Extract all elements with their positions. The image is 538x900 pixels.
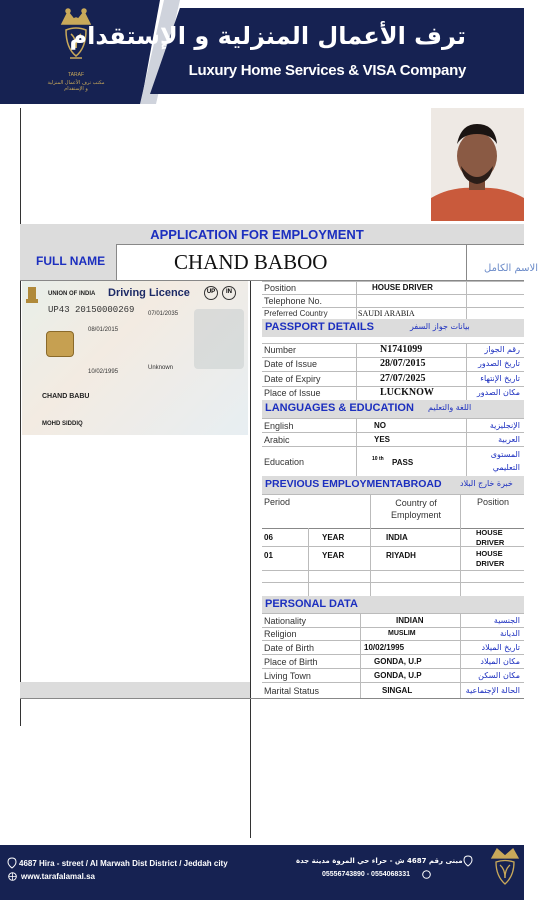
marital-status-arabic: الحالة الإجتماعية (465, 686, 520, 695)
pd-rule-1 (262, 627, 524, 628)
form-title: APPLICATION FOR EMPLOYMENT (150, 227, 364, 242)
telephone-label: Telephone No. (264, 296, 323, 306)
place-of-birth-arabic: مكان الميلاد (480, 657, 520, 666)
pp-col-divider (356, 343, 357, 400)
licence-issue-date: 08/01/2015 (88, 327, 119, 333)
job-rule-0 (262, 281, 524, 282)
job-col-divider (356, 281, 357, 319)
prev-rule-4 (262, 582, 524, 583)
position-label: Position (264, 283, 297, 293)
footer-address-en: 4687 Hira - street / Al Marwah Dist District / Jeddah city (19, 859, 228, 868)
living-town-label: Living Town (264, 671, 311, 681)
issue-date-label: Date of Issue (264, 359, 318, 369)
passport-number-arabic: رقم الجواز (484, 345, 520, 354)
full-name-ar-divider (466, 244, 467, 280)
prev-position-divider (460, 494, 461, 596)
licence-dob: 10/02/1995 (88, 369, 119, 375)
up-badge-icon: UP (204, 286, 218, 300)
languages-section-header (262, 400, 524, 418)
full-name-value: CHAND BABOO (174, 250, 328, 274)
religion-label: Religion (264, 629, 297, 639)
licence-title: Driving Licence (108, 287, 190, 299)
pd-col-divider (360, 613, 361, 698)
previous-employment-arabic: خبرة خارج البلاد (460, 479, 513, 488)
licence-blood-group: Unknown (148, 365, 174, 371)
chip-icon (46, 331, 74, 357)
prev-row1-period: 06 (264, 533, 273, 542)
english-arabic: الإنجليزية (489, 421, 520, 430)
nationality-arabic: الجنسية (493, 616, 520, 625)
licence-holder-name: CHAND BABU (42, 393, 90, 400)
pd-rule-3 (262, 654, 524, 655)
emblem-icon (24, 285, 40, 305)
globe-icon (8, 872, 17, 881)
logo-text: TARAF (67, 72, 85, 78)
licence-number: UP43 20150000269 (48, 305, 135, 315)
prev-rule-3 (262, 570, 524, 571)
full-name-arabic-label: الاسم الكامل (484, 263, 538, 274)
prev-row1-position: HOUSE DRIVER (476, 528, 505, 547)
education-arabic-2: التعليمي (492, 463, 520, 472)
place-of-issue-value: LUCKNOW (380, 387, 434, 398)
education-value: PASS (392, 458, 414, 467)
pd-rule-2 (262, 640, 524, 641)
nationality-label: Nationality (264, 616, 307, 626)
living-town-value: GONDA, U.P (374, 671, 422, 680)
form-bottom-rule (20, 698, 524, 699)
nationality-value: INDIAN (396, 616, 424, 625)
prev-header-country: Country of Employment (390, 498, 442, 520)
header-title-panel (150, 8, 524, 94)
arabic-value: YES (374, 435, 391, 444)
licence-father-name: MOHD SIDDIQ (42, 421, 83, 427)
job-rule-1 (262, 294, 524, 295)
religion-arabic: الديانة (499, 629, 520, 638)
place-of-issue-arabic: مكان الصدور (476, 388, 520, 397)
arabic-arabic: العربية (498, 435, 520, 444)
passport-section-arabic: بيانات جواز السفر (410, 322, 470, 331)
person-photo-icon (431, 108, 524, 221)
living-town-arabic: مكان السكن (478, 671, 520, 680)
lang-col-divider (356, 418, 357, 476)
prev-country-divider (370, 494, 371, 596)
prev-header-position: Position (476, 497, 510, 507)
applicant-photo (431, 108, 524, 221)
logo-arabic-text: مكتب ترف الأعمال المنزلية و الإستقدام (47, 80, 105, 92)
prev-row2-unit: YEAR (322, 551, 345, 560)
footer-website[interactable]: www.tarafalamal.sa (21, 872, 95, 881)
licence-country: UNION OF INDIA (48, 291, 96, 297)
place-of-issue-label: Place of Issue (264, 388, 321, 398)
lang-ar-divider (466, 418, 467, 476)
english-company-title: Luxury Home Services & VISA Company (188, 62, 466, 79)
marital-status-value: SINGAL (382, 686, 413, 695)
english-value: NO (374, 421, 386, 430)
prev-row1-country: INDIA (386, 533, 408, 542)
whatsapp-icon (422, 870, 431, 879)
lang-rule-1 (262, 432, 524, 433)
pd-rule-0 (262, 613, 524, 614)
passport-section-header (262, 319, 524, 337)
footer-phones: 05556743890 - 0554068331 (322, 871, 410, 878)
full-name-divider (116, 244, 117, 280)
education-label: Education (264, 457, 305, 467)
footer-crown-logo-icon (488, 846, 522, 896)
place-of-birth-label: Place of Birth (264, 657, 318, 667)
marital-status-label: Marital Status (264, 686, 320, 696)
previous-employment-title: PREVIOUS EMPLOYMENTABROAD (265, 478, 442, 490)
dob-label: Date of Birth (264, 643, 315, 653)
personal-data-title: PERSONAL DATA (265, 598, 358, 610)
passport-number-label: Number (264, 345, 297, 355)
prev-period-divider (308, 528, 309, 596)
footer-address-ar: مبنى رقم 4687 ش - حراء حي المروة مدينة جدة (296, 857, 463, 865)
prev-row2-period: 01 (264, 551, 273, 560)
passport-number-value: N1741099 (380, 344, 423, 355)
dob-value: 10/02/1995 (364, 643, 405, 652)
passport-section-title: PASSPORT DETAILS (265, 321, 374, 333)
prev-rule-0 (262, 494, 524, 495)
languages-section-title: LANGUAGES & EDUCATION (265, 402, 414, 414)
religion-value: MUSLIM (388, 630, 416, 637)
preferred-country-label: Preferred Country (264, 309, 328, 318)
pd-ar-divider (460, 613, 461, 698)
arabic-label: Arabic (264, 435, 290, 445)
previous-employment-header (262, 476, 524, 494)
form-center-divider (250, 280, 251, 838)
in-badge-icon: IN (222, 286, 236, 300)
expiry-date-value: 27/07/2025 (380, 373, 426, 384)
full-name-label: FULL NAME (36, 254, 106, 268)
lang-rule-0 (262, 418, 524, 419)
position-value: HOUSE DRIVER (372, 283, 433, 292)
licence-valid-date: 07/01/2035 (148, 311, 179, 317)
full-name-top-rule (116, 244, 524, 245)
job-rule-2 (262, 307, 524, 308)
education-sup: 10 th (372, 456, 384, 462)
issue-date-arabic: تاريخ الصدور (478, 359, 520, 368)
issue-date-value: 28/07/2015 (380, 358, 426, 369)
languages-section-arabic: اللغة والتعليم (428, 403, 472, 412)
pd-rule-5 (262, 682, 524, 683)
driving-licence-card (22, 281, 248, 435)
education-arabic-1: المستوى (490, 450, 520, 459)
form-left-border (20, 108, 21, 726)
left-gray-strip (20, 682, 250, 698)
place-of-birth-value: GONDA, U.P (374, 657, 422, 666)
prev-row2-position: HOUSE DRIVER (476, 549, 505, 568)
pp-ar-divider (466, 343, 467, 400)
personal-data-header (262, 596, 524, 614)
location-pin-icon (8, 858, 16, 868)
job-ar-divider (466, 281, 467, 319)
pp-rule-2 (262, 371, 524, 372)
dob-arabic: تاريخ الميلاد (481, 643, 520, 652)
prev-row2-country: RIYADH (386, 551, 416, 560)
licence-ghost-photo (194, 309, 244, 369)
english-label: English (264, 421, 294, 431)
prev-header-period: Period (264, 497, 291, 507)
location-pin-icon-ar (464, 856, 472, 866)
expiry-date-label: Date of Expiry (264, 374, 321, 384)
preferred-country-value: SAUDI ARABIA (358, 309, 415, 318)
prev-row1-unit: YEAR (322, 533, 345, 542)
lang-rule-2 (262, 446, 524, 447)
expiry-date-arabic: تاريخ الإنتهاء (480, 374, 520, 383)
pd-rule-4 (262, 668, 524, 669)
arabic-company-title: ترف الأعمال المنزلية و الإستقدام (69, 22, 466, 50)
